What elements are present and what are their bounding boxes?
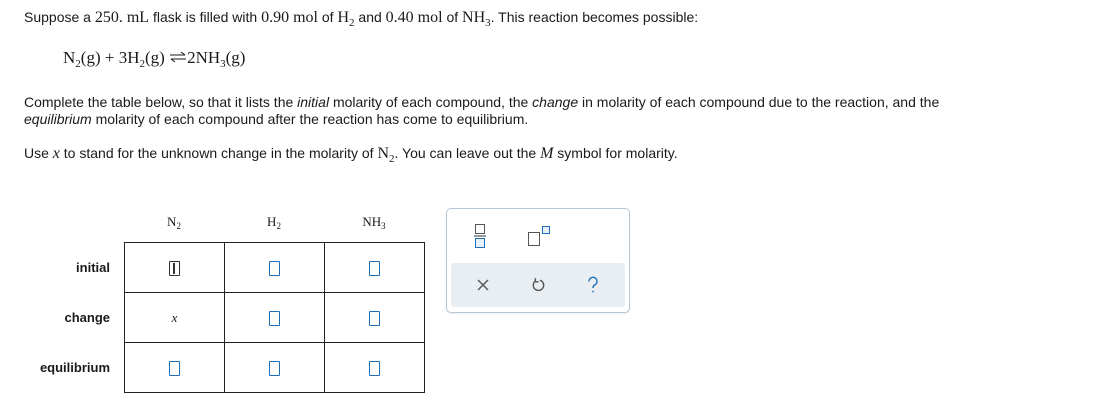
palette-action-bar <box>451 263 625 307</box>
flask-volume: 250. mL <box>94 9 150 26</box>
input-equilibrium-n2[interactable] <box>169 361 180 376</box>
cell-initial-n2[interactable] <box>125 243 225 293</box>
row-label-initial: initial <box>76 260 110 275</box>
cell-equilibrium-h2[interactable] <box>225 343 325 393</box>
column-header-nh3: $NH_3$ <box>362 214 386 231</box>
input-initial-nh3[interactable] <box>369 261 380 276</box>
clear-button[interactable] <box>469 271 497 299</box>
fraction-button[interactable] <box>467 219 493 253</box>
input-initial-h2[interactable] <box>269 261 280 276</box>
reaction-equation: $N_2(g) + 3H_2(g)$ $2NH_3(g)$ <box>63 48 246 70</box>
superscript-icon <box>524 224 552 248</box>
superscript-button[interactable] <box>521 219 555 253</box>
cell-equilibrium-n2[interactable] <box>125 343 225 393</box>
problem-intro: Suppose a 250. mL flask is filled with 0.90 mol of $H_2$ and 0.40 mol of $NH_3$. This reaction becomes possible: <box>24 9 699 29</box>
row-label-change: change <box>64 310 110 325</box>
undo-icon <box>530 277 546 293</box>
table-row <box>125 243 425 293</box>
close-icon <box>476 278 490 292</box>
row-label-equilibrium: equilibrium <box>39 360 110 375</box>
cell-initial-nh3[interactable] <box>325 243 425 293</box>
undo-button[interactable] <box>524 271 552 299</box>
instructions-line-1: Complete the table below, so that it lists the initial molarity of each compound, the change in molarity of each compound due to the reaction, and the <box>24 94 940 110</box>
h2-formula: $H_2$ <box>337 9 355 29</box>
change-n2-value: x <box>171 310 178 325</box>
ice-table <box>124 242 425 393</box>
nh3-formula: $NH_3$ <box>462 9 491 29</box>
input-change-nh3[interactable] <box>369 311 380 326</box>
input-change-h2[interactable] <box>269 311 280 326</box>
equilibrium-arrow-icon <box>169 50 187 64</box>
question-mark-icon <box>586 276 600 294</box>
cell-initial-h2[interactable] <box>225 243 325 293</box>
input-initial-n2[interactable] <box>169 261 180 276</box>
table-row <box>125 343 425 393</box>
instructions-line-3: Use x to stand for the unknown change in the molarity of $N_2$. You can leave out the M symbol for molarity. <box>24 145 678 165</box>
table-row <box>125 293 425 343</box>
column-header-h2: $H_2$ <box>267 214 281 231</box>
h2-amount: 0.90 mol <box>261 9 318 26</box>
instructions-line-2: equilibrium molarity of each compound after the reaction has come to equilibrium. <box>24 111 529 127</box>
input-equilibrium-h2[interactable] <box>269 361 280 376</box>
fraction-icon <box>473 222 487 250</box>
cell-change-n2 <box>125 293 225 343</box>
help-button[interactable] <box>579 271 607 299</box>
cell-equilibrium-nh3[interactable] <box>325 343 425 393</box>
math-input-palette <box>446 208 630 313</box>
cell-change-nh3[interactable] <box>325 293 425 343</box>
input-equilibrium-nh3[interactable] <box>369 361 380 376</box>
column-header-n2: $N_2$ <box>167 214 181 231</box>
cell-change-h2[interactable] <box>225 293 325 343</box>
nh3-amount: 0.40 mol <box>385 9 443 26</box>
